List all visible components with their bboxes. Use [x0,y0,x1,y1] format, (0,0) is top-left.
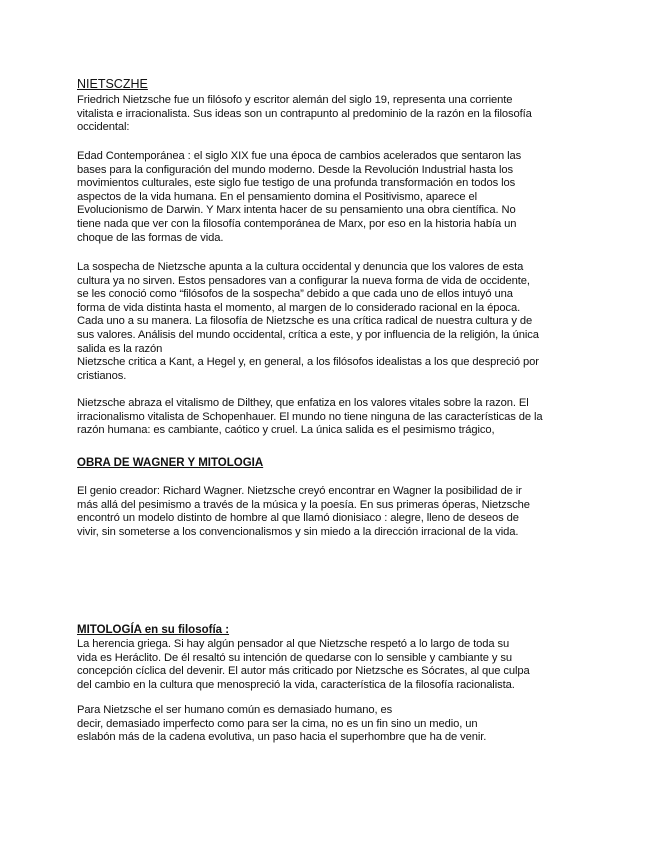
text-line: choque de las formas de vida. [77,231,224,244]
text-line: La sospecha de Nietzsche apunta a la cultura occidental y denuncia que los valores de esta [77,261,524,273]
mitologia-heading: MITOLOGÍA en su filosofía : [77,624,230,636]
text-line: vitalista e irracionalista. Sus ideas son un contrapunto al predominio de la razón en la filosofía [77,107,532,120]
text-line: decir, demasiado imperfecto como para ser la cima, no es un fin sino un medio, un [77,717,478,730]
text-line: cultura ya no sirven. Estos pensadores van a configurar la nueva forma de vida de occidente, [77,274,530,287]
text-line: irracionalismo vitalista de Schopenhauer. El mundo no tiene ninguna de las características de la [77,410,543,423]
text-line: Nietzsche abraza el vitalismo de Dilthey, que enfatiza en los valores vitales sobre la razon. El [77,397,529,409]
text-line: La herencia griega. Si hay algún pensador al que Nietzsche respetó a lo largo de toda su [77,638,510,650]
mitologia-paragraph [77,638,582,692]
text-line: forma de vida distinta hasta el momento, al margen de lo considerado racional en la época. [77,301,521,314]
text-line: cristianos. [77,369,127,382]
text-line: Nietzsche critica a Kant, a Hegel y, en general, a los filósofos idealistas a los que despreció por [77,356,539,369]
text-line: Friedrich Nietzsche fue un filósofo y escritor alemán del siglo 19, representa una corriente [77,94,513,106]
intro-paragraph [77,94,582,135]
text-line: tiene nada que ver con la filosofía contemporánea de Marx, por eso en la historia había un [77,217,517,230]
text-line: concepción cíclica del devenir. El autor más criticado por Nietzsche es Sócrates, al que culpa [77,665,530,678]
text-line: razón humana: es cambiante, caótico y cruel. La única salida es el pesimismo trágico, [77,424,495,437]
text-line: Para Nietzsche el ser humano común es demasiado humano, es [77,704,393,716]
text-line: salida es la razón [77,342,163,355]
text-line: sus valores. Análisis del mundo occidental, crítica a este, y por influencia de la religión, la única [77,328,539,341]
text-line: vivir, sin someterse a los convencionalismos y sin miedo a la dirección irracional de la vida. [77,525,519,538]
text-line: Evolucionismo de Darwin. Y Marx intenta hacer de su pensamiento una obra científica. No [77,204,516,217]
text-line: encontró un modelo distinto de hombre al que llamó dionisiaco : alegre, lleno de deseos de [77,512,519,525]
text-line: bases para la configuración del mundo moderno. Desde la Revolución Industrial hasta los [77,163,513,176]
wagner-paragraph [77,485,582,539]
text-line: occidental: [77,121,130,134]
vitalism-paragraph [77,397,582,438]
wagner-heading: OBRA DE WAGNER Y MITOLOGIA [77,457,264,469]
final-paragraph [77,704,582,745]
suspicion-paragraph [77,261,582,383]
text-line: más allá del pesimismo a través de la música y la poesía. En sus primeras óperas, Nietzsche [77,498,530,511]
text-line: del cambio en la cultura que menospreció la vida, característica de la filosofía racionalista. [77,678,515,691]
text-line: eslabón más de la cadena evolutiva, un paso hacia el superhombre que ha de venir. [77,731,487,744]
text-line: se les conoció como “filósofos de la sospecha” debido a que cada uno de ellos intuyó una [77,288,513,301]
text-line: movimientos culturales, este siglo fue testigo de una profunda transformación en todos los [77,177,516,190]
document-title: NIETSCZHE [77,77,148,91]
text-line: Edad Contemporánea : el siglo XIX fue una época de cambios acelerados que sentaron las [77,150,522,162]
text-line: Cada uno a su manera. La filosofía de Nietzsche es una crítica radical de nuestra cultura y de [77,315,533,328]
text-line: El genio creador: Richard Wagner. Nietzsche creyó encontrar en Wagner la posibilidad de ir [77,485,522,497]
contemporary-era-paragraph [77,150,582,245]
text-line: vida es Heráclito. De él resaltó su intención de quedarse con lo sensible y cambiante y su [77,651,513,664]
text-line: aspectos de la vida humana. En el pensamiento domina el Positivismo, aparece el [77,190,478,203]
